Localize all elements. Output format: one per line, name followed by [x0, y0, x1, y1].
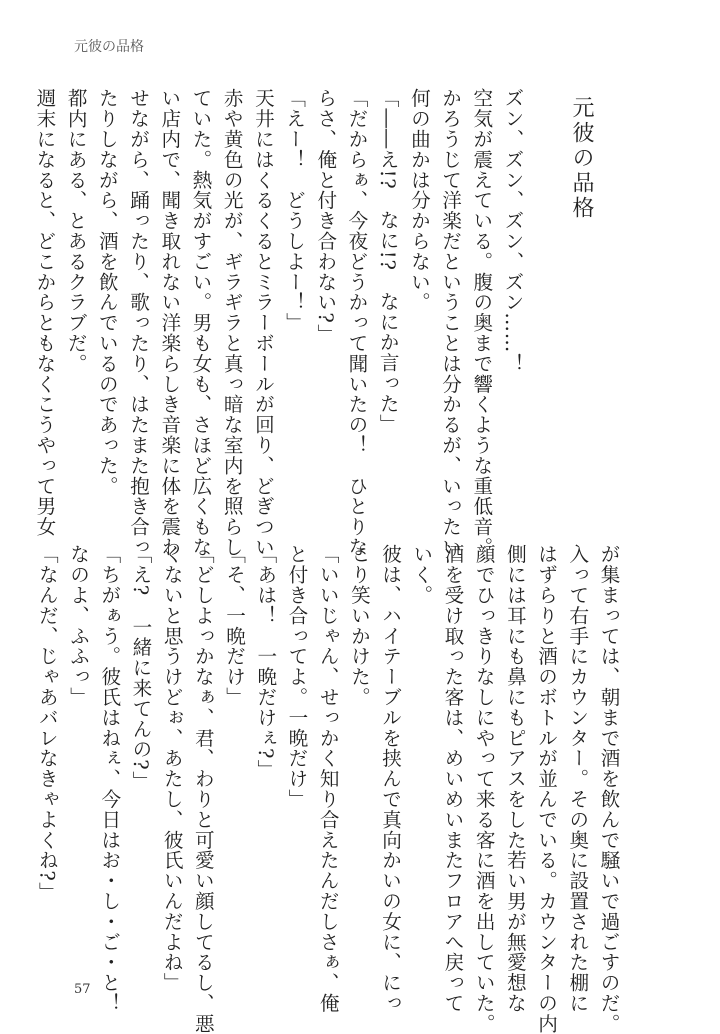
text-line: 「なんだ、じゃあバレなきゃよくね?」 [35, 544, 59, 903]
text-line: 酒を受け取った客は、めいめいまたフロアへ戻って [440, 544, 464, 1014]
text-line: 「ちがぁう。彼氏はねぇ、今日はお・し・ご・と！ [97, 544, 121, 1014]
text-line: かろうじて洋楽だということは分かるが、いったい [438, 88, 462, 558]
text-line: 「えー！ どうしよー！」 [282, 88, 306, 333]
text-line: たりしながら、酒を飲んでいるのであった。 [95, 88, 119, 496]
text-line: 「どしよっかなぁ、君、わりと可愛い顔してるし、悪 [191, 544, 215, 1034]
text-line: はずらりと酒のボトルが並んでいる。カウンターの内 [534, 544, 558, 1034]
text-line: ズン、ズン、ズン、ズン……！ [501, 88, 524, 374]
text-line: せながら、踊ったり、歌ったり、はたまた抱き合っ [126, 88, 150, 558]
text-line: ていた。熱気がすごい。男も女も、さほど広くもな [188, 88, 212, 558]
text-line: 都内にある、とあるクラブだ。 [64, 88, 88, 374]
text-line: 顔でひっきりなしにやって来る客に酒を出していた。 [472, 544, 496, 1034]
text-line: い店内で、聞き取れない洋楽らしき音楽に体を震わ [157, 88, 181, 558]
text-line: が集まっては、朝まで酒を飲んで騒いで過ごすのだ。 [597, 544, 620, 1034]
text-line: 「――え!? なに!? なにか言った」 [376, 88, 400, 434]
text-line: 「あは！ 一晩だけぇ?」 [253, 544, 277, 780]
text-line: 入って右手にカウンター。その奥に設置された棚に [565, 544, 589, 1014]
text-line: 「そ、一晩だけ」 [222, 544, 246, 708]
text-line: 彼は、ハイテーブルを挟んで真向かいの女に、にっ [378, 544, 402, 1014]
text-line: くないと思うけどぉ、あたし、彼氏いんだよね」 [160, 544, 184, 993]
text-line: 空気が震えている。腹の奥まで響くような重低音。 [469, 88, 493, 558]
text-line: 「え? 一緒に来てんの?」 [128, 544, 152, 792]
text-line: 何の曲かは分からない。 [407, 88, 431, 313]
text-line: 「だからぁ、今夜どうかって聞いたの！ ひとりな [344, 88, 368, 558]
text-line: なのよ、ふふっ」 [66, 544, 90, 708]
text-line: 側には耳にも鼻にもピアスをした若い男が無愛想な [503, 544, 527, 1014]
text-line: いく。 [409, 544, 433, 606]
running-header: 元彼の品格 [74, 39, 144, 55]
text-line: 天井にはくるくるとミラーボールが回り、どぎつい [251, 88, 275, 558]
text-line: 赤や黄色の光が、ギラギラと真っ暗な室内を照らし [220, 88, 244, 558]
page-number: 57 [74, 982, 91, 997]
chapter-title: 元彼の品格 [569, 96, 594, 221]
text-line: 「いいじゃん、せっかく知り合えたんだしさぁ、俺 [316, 544, 340, 1014]
body-text-upper [29, 88, 528, 558]
text-line: らさ、俺と付き合わない?」 [313, 88, 337, 345]
text-line: 週末になると、どこからともなくこうやって男女 [32, 88, 56, 537]
text-line: こり笑いかけた。 [347, 544, 371, 708]
text-line: と付き合ってよ。一晩だけ」 [284, 544, 308, 810]
